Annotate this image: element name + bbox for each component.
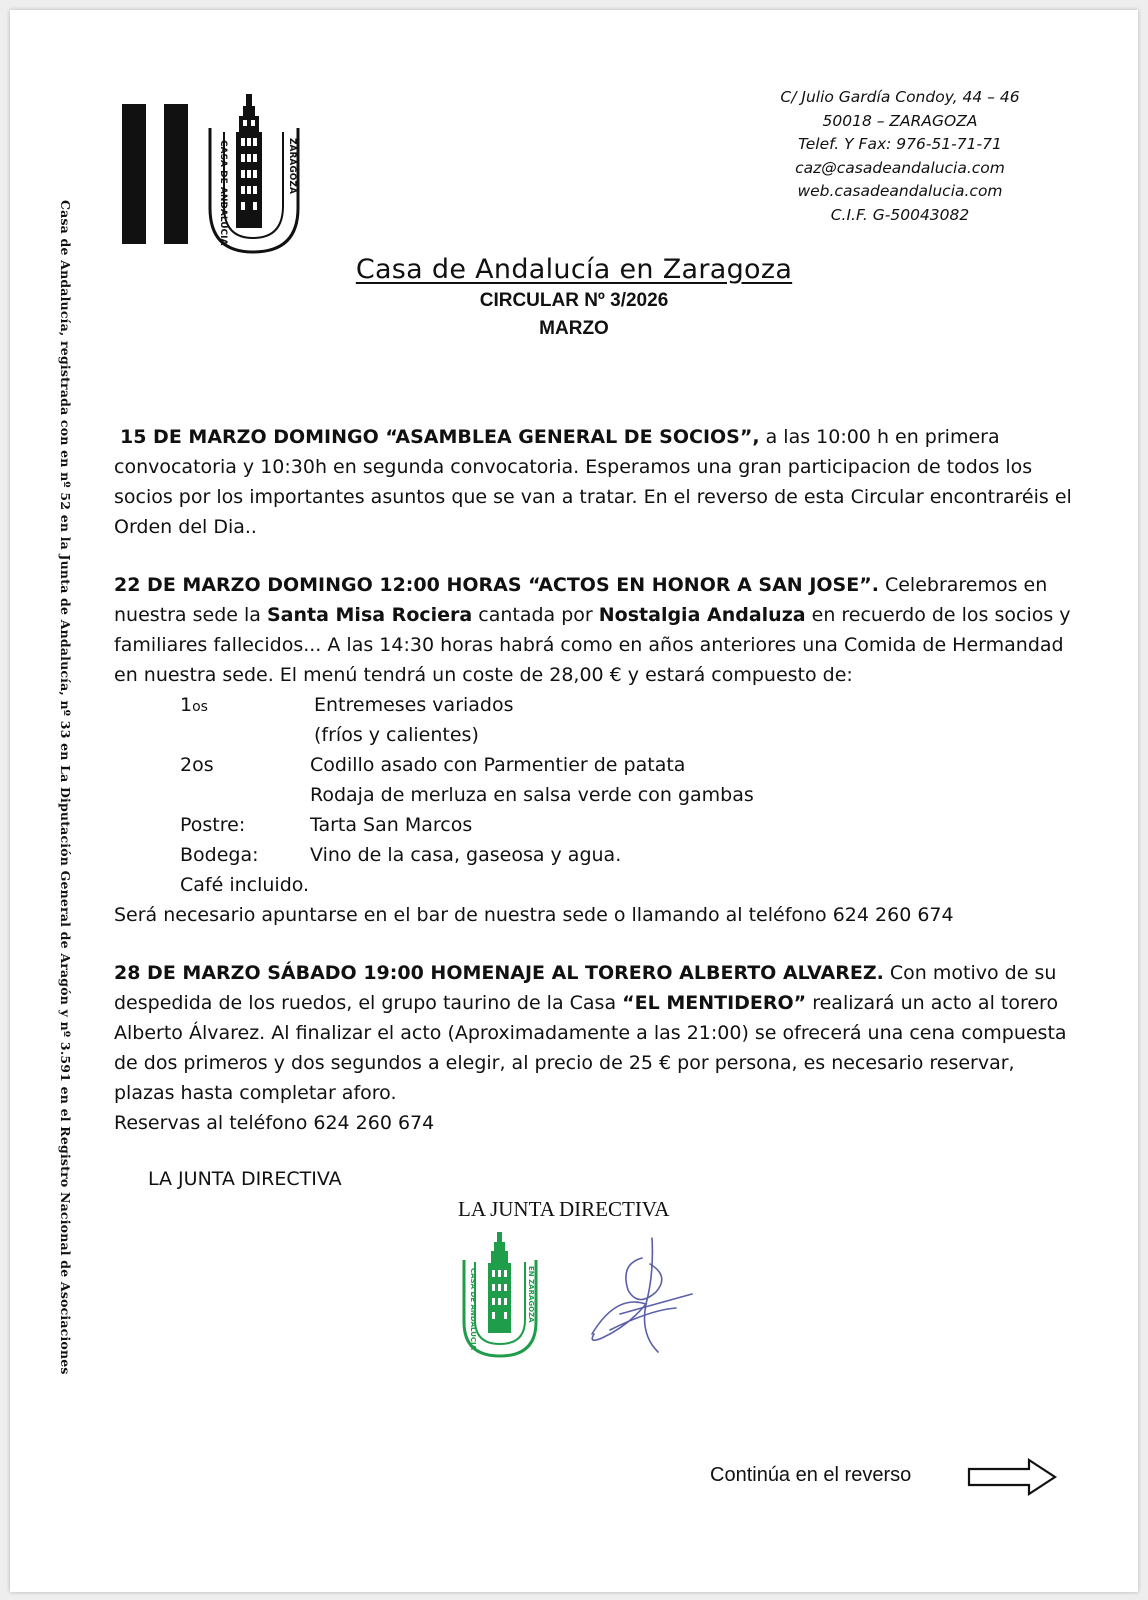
event-asamblea-heading: 15 DE MARZO DOMINGO “ASAMBLEA GENERAL DE SOCIOS”, — [120, 426, 760, 448]
document-page — [10, 10, 1138, 1592]
address-phone: Telef. Y Fax: 976-51-71-71 — [798, 135, 1002, 153]
logo-ring-left-text: CASA DE ANDALUCIA — [218, 140, 228, 246]
menu-row — [180, 750, 1074, 780]
menu-row — [180, 810, 1074, 840]
registration-side-text: Casa de Andalucía, registrada con en nº 52 en la Junta de Andalucía, nº 33 en La Diputación General de Aragón y nº 3.591 en el Registro Nacional de Asociaciones — [58, 200, 73, 1375]
menu-list — [180, 690, 1074, 900]
event-san-jose-coro: Nostalgia Andaluza — [598, 604, 806, 626]
logo-ring-right-text: ZARAGOZA — [287, 138, 297, 194]
menu-row — [180, 840, 1074, 870]
giralda-tower-logo — [118, 88, 318, 262]
menu-item: Rodaja de merluza en salsa verde con gambas — [310, 784, 754, 806]
event-homenaje — [114, 958, 1074, 1138]
stamp-ring-left-text: CASA DE ANDALUCIA — [469, 1268, 477, 1351]
address-web: web.casadeandalucia.com — [797, 182, 1003, 200]
event-san-jose-text-c: en recuerdo de los socios y familiares fallecidos... A las 14:30 horas habrá como en años anteriores una Comida de Hermandad en nuestra sede. El menú tendrá un coste de 28,00 € y estará compuesto de: — [114, 604, 1071, 686]
continue-label: Continúa en el reverso — [710, 1464, 912, 1486]
circular-number: CIRCULAR Nº 3/2026 — [479, 290, 669, 311]
event-san-jose-heading: 22 DE MARZO DOMINGO 12:00 HORAS “ACTOS EN HONOR A SAN JOSE”. — [114, 574, 879, 596]
stamp-ring-right-text: EN ZARAGOZA — [527, 1266, 535, 1323]
menu-row — [180, 870, 1074, 900]
page-title: Casa de Andalucía en Zaragoza — [355, 254, 793, 285]
event-asamblea — [114, 422, 1074, 542]
address-block — [750, 86, 1050, 227]
document-body — [114, 422, 1074, 1166]
event-homenaje-footer: Reservas al teléfono 624 260 674 — [114, 1112, 435, 1134]
menu-row — [180, 690, 1074, 720]
event-asamblea-text: a las 10:00 h en primera convocatoria y 10:30h en segunda convocatoria. Esperamos una gran participacion de todos los socios por los importantes asuntos que se van a tratar. En el reverso de esta Circular encontraréis el Orden del Dia.. — [114, 426, 1072, 538]
right-arrow-icon — [967, 1457, 1059, 1501]
menu-item: (fríos y calientes) — [314, 724, 479, 746]
menu-course-label: Bodega: — [180, 844, 259, 866]
menu-item: Entremeses variados — [314, 694, 514, 716]
menu-row — [180, 720, 1074, 750]
event-san-jose-text-a: Celebraremos en nuestra sede la — [114, 574, 1048, 626]
green-stamp-icon — [460, 1230, 540, 1364]
menu-row — [180, 780, 1074, 810]
event-san-jose-misa: Santa Misa Rociera — [266, 604, 473, 626]
address-street: C/ Julio Gardía Condoy, 44 – 46 — [780, 88, 1020, 106]
event-san-jose-footer: Será necesario apuntarse en el bar de nuestra sede o llamando al teléfono 624 260 674 — [114, 904, 954, 926]
event-homenaje-text-a: Con motivo de su despedida de los ruedos, el grupo taurino de la Casa — [114, 962, 1057, 1014]
junta-directiva-signature-label: LA JUNTA DIRECTIVA — [458, 1197, 670, 1221]
menu-course-label: 1 — [180, 694, 193, 716]
junta-directiva-label: LA JUNTA DIRECTIVA — [148, 1168, 342, 1190]
event-homenaje-heading: 28 DE MARZO SÁBADO 19:00 HOMENAJE AL TORERO ALBERTO ALVAREZ. — [114, 962, 884, 984]
event-homenaje-group: “EL MENTIDERO” — [622, 992, 807, 1014]
circular-month: MARZO — [539, 318, 609, 339]
event-homenaje-text-b: realizará un acto al torero Alberto Álvarez. Al finalizar el acto (Aproximadamente a las 21:00) se ofrecerá una cena compuesta de dos primeros y dos segundos a elegir, al precio de 25 € por persona, es necesario reservar, plazas hasta completar aforo. — [114, 992, 1067, 1104]
document-header — [10, 254, 1138, 341]
menu-course-label-suffix: os — [192, 699, 208, 715]
menu-item: Vino de la casa, gaseosa y agua. — [310, 844, 622, 866]
address-email: caz@casadeandalucia.com — [795, 158, 1005, 177]
menu-course-label: 2os — [180, 754, 214, 776]
handwritten-signature — [580, 1234, 710, 1368]
menu-item: Tarta San Marcos — [310, 814, 473, 836]
menu-item: Codillo asado con Parmentier de patata — [310, 754, 686, 776]
event-san-jose-text-b: cantada por — [472, 604, 599, 626]
address-city: 50018 – ZARAGOZA — [822, 111, 978, 130]
address-cif: C.I.F. G-50043082 — [830, 205, 970, 224]
event-san-jose — [114, 570, 1074, 930]
menu-course-label: Postre: — [180, 814, 246, 836]
menu-course-label: Café incluido. — [180, 874, 310, 896]
